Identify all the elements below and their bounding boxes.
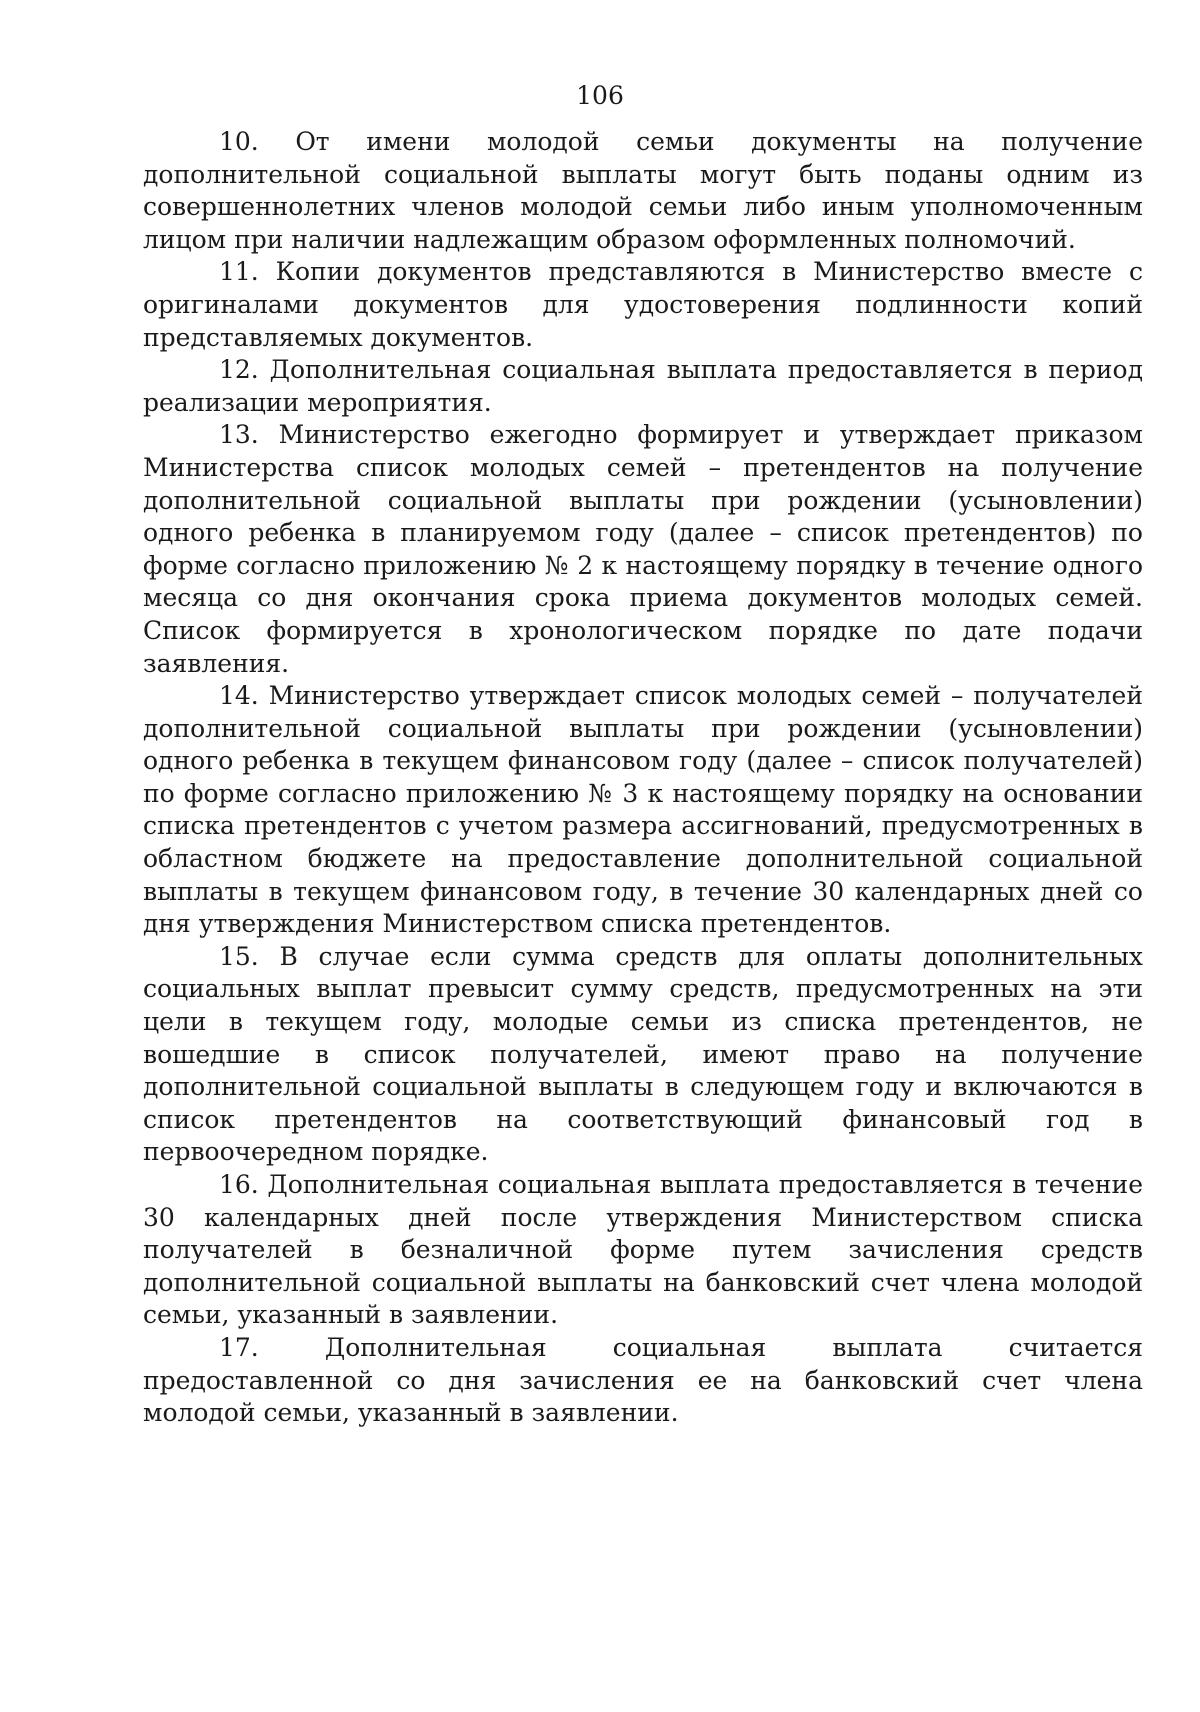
paragraph-12: 12. Дополнительная социальная выплата предоставляется в период реализации мероприятия. — [143, 355, 1143, 417]
paragraph-11: 11. Копии документов представляются в Министерство вместе с оригиналами документов для удостоверения подлинности копий представляемых документов. — [143, 257, 1143, 352]
paragraph-13: 13. Министерство ежегодно формирует и утверждает приказом Министерства список молодых семей – претендентов на получение дополнительной социальной выплаты при рождении (усыновлении) одного ребенка в планируемом году (далее – список претендентов) по форме согласно приложению № 2 к настоящему порядку в течение одного месяца со дня окончания срока приема документов молодых семей. Список формируется в хронологическом порядке по дате подачи заявления. — [143, 420, 1143, 678]
paragraph-16: 16. Дополнительная социальная выплата предоставляется в течение 30 календарных дней после утверждения Министерством списка получателей в безналичной форме путем зачисления средств дополнительной социальной выплаты на банковский счет члена молодой семьи, указанный в заявлении. — [143, 1170, 1143, 1330]
paragraph-14: 14. Министерство утверждает список молодых семей – получателей дополнительной социальной выплаты при рождении (усыновлении) одного ребенка в текущем финансовом году (далее – список получателей) по форме согласно приложению № 3 к настоящему порядку на основании списка претендентов с учетом размера ассигнований, предусмотренных в областном бюджете на предоставление дополнительной социальной выплаты в текущем финансовом году, в течение 30 календарных дней со дня утверждения Министерством списка претендентов. — [143, 681, 1143, 939]
paragraph-10: 10. От имени молодой семьи документы на получение дополнительной социальной выплаты могут быть поданы одним из совершеннолетних членов молодой семьи либо иным уполномоченным лицом при наличии надлежащим образом оформленных полномочий. — [143, 127, 1143, 254]
paragraph-15: 15. В случае если сумма средств для оплаты дополнительных социальных выплат превысит сумму средств, предусмотренных на эти цели в текущем году, молодые семьи из списка претендентов, не вошедшие в список получателей, имеют право на получение дополнительной социальной выплаты в следующем году и включаются в список претендентов на соответствующий финансовый год в первоочередном порядке. — [143, 941, 1143, 1167]
page-number: 106 — [576, 81, 624, 110]
document-body — [143, 126, 1143, 1430]
paragraph-17: 17. Дополнительная социальная выплата считается предоставленной со дня зачисления ее на банковский счет члена молодой семьи, указанный в заявлении. — [143, 1332, 1143, 1428]
